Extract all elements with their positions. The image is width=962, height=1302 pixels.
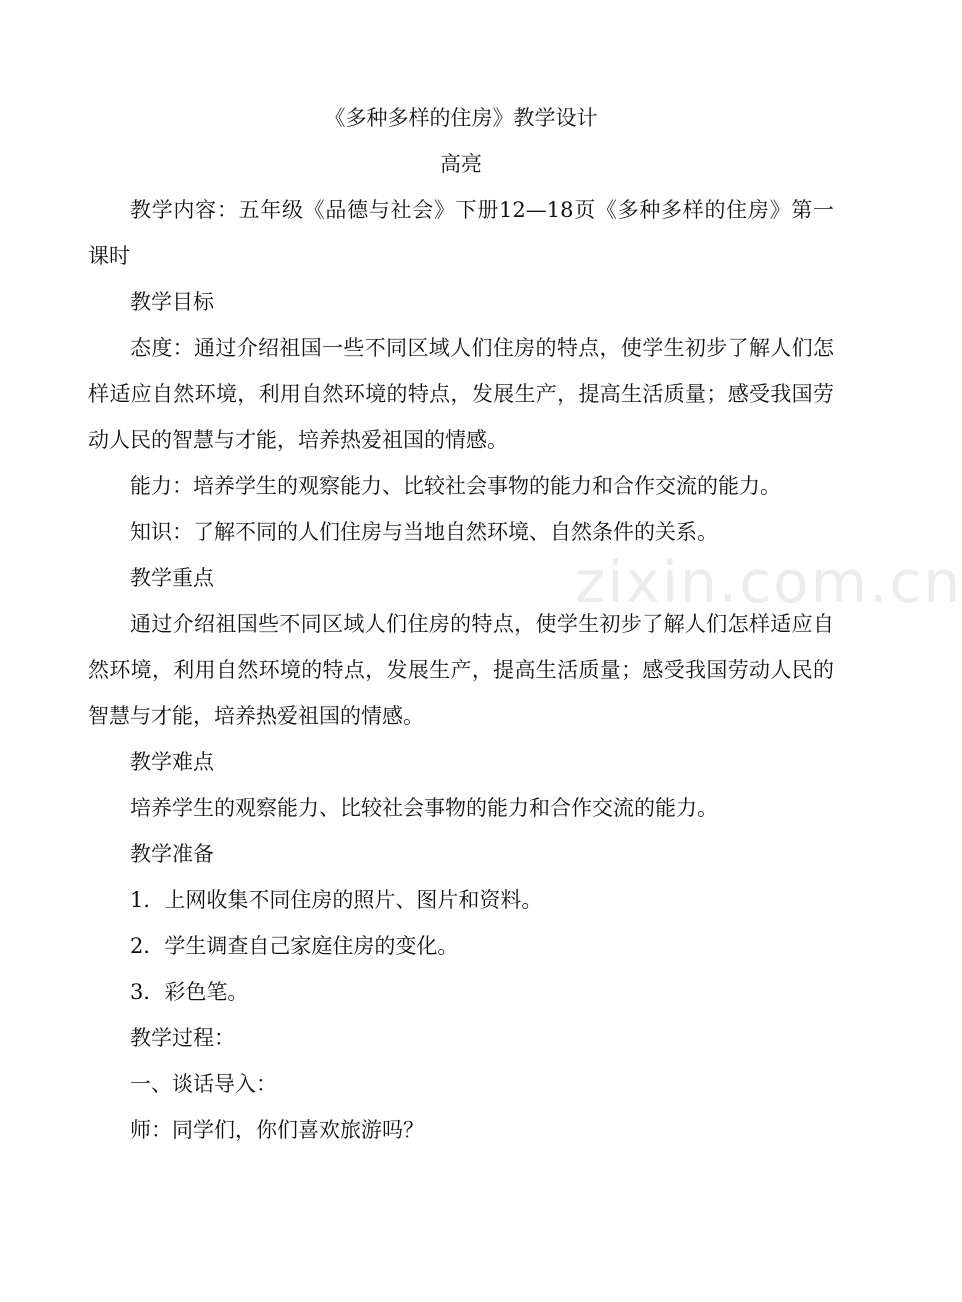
list-item-preparation-1: 1．上网收集不同住房的照片、图片和资料。	[130, 888, 543, 912]
paragraph-teacher-question: 师：同学们，你们喜欢旅游吗？	[130, 1118, 424, 1142]
heading-preparation: 教学准备	[130, 842, 214, 866]
author-name: 高亮	[440, 152, 482, 176]
paragraph-teaching-content: 教学内容：五年级《品德与社会》下册12—18页《多种多样的住房》第一课时	[88, 198, 834, 268]
heading-key-points: 教学重点	[130, 566, 214, 590]
paragraph-knowledge: 知识：了解不同的人们住房与当地自然环境、自然条件的关系。	[130, 520, 718, 544]
document-title: 《多种多样的住房》教学设计	[324, 106, 598, 130]
heading-difficulties: 教学难点	[130, 750, 214, 774]
watermark: zixin.com.cn	[575, 548, 962, 616]
paragraph-ability: 能力：培养学生的观察能力、比较社会事物的能力和合作交流的能力。	[130, 474, 781, 498]
heading-teaching-process: 教学过程：	[130, 1026, 235, 1050]
document-body	[88, 95, 834, 1153]
heading-teaching-goals: 教学目标	[130, 290, 214, 314]
list-item-preparation-2: 2．学生调查自己家庭住房的变化。	[130, 934, 459, 958]
heading-introduction: 一、谈话导入：	[130, 1072, 277, 1096]
paragraph-difficulties: 培养学生的观察能力、比较社会事物的能力和合作交流的能力。	[130, 796, 718, 820]
paragraph-attitude: 态度：通过介绍祖国一些不同区域人们住房的特点，使学生初步了解人们怎样适应自然环境，利用自然环境的特点，发展生产，提高生活质量；感受我国劳动人民的智慧与才能，培养热爱祖国的情感。	[88, 336, 834, 452]
paragraph-key-points: 通过介绍祖国些不同区域人们住房的特点，使学生初步了解人们怎样适应自然环境，利用自然环境的特点，发展生产，提高生活质量；感受我国劳动人民的智慧与才能，培养热爱祖国的情感。	[88, 612, 834, 728]
list-item-preparation-3: 3．彩色笔。	[130, 980, 249, 1004]
